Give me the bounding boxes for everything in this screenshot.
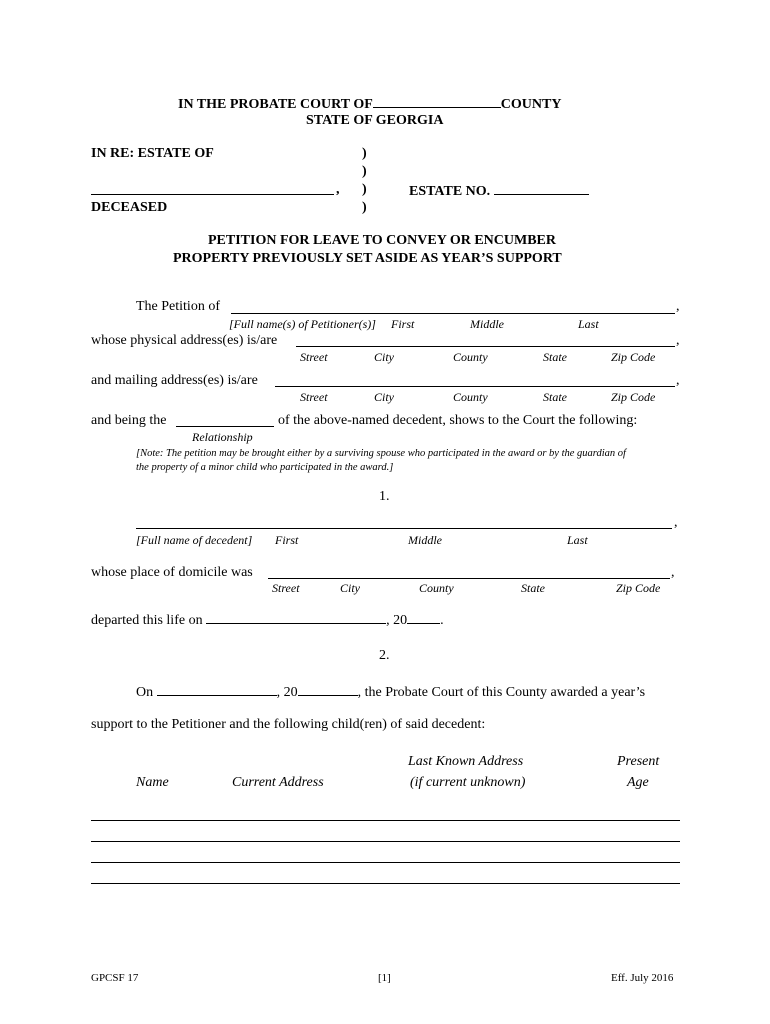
deceased-label: DECEASED xyxy=(91,200,168,215)
award-year-prefix: , 20 xyxy=(276,685,298,700)
petition-title-line2: PROPERTY PREVIOUSLY SET ASIDE AS YEAR’S SUPPORT xyxy=(173,251,562,266)
comma-2: , xyxy=(676,333,680,348)
mailing-state-label: State xyxy=(543,390,567,404)
domicile-field[interactable] xyxy=(268,578,670,579)
domicile-city-label: City xyxy=(340,581,360,595)
caption-paren-2: ) xyxy=(362,164,367,179)
mailing-county-label: County xyxy=(453,390,488,404)
section-1-number: 1. xyxy=(379,489,390,504)
relationship-label: Relationship xyxy=(192,430,253,444)
court-prefix: IN THE PROBATE COURT OF xyxy=(178,97,373,112)
comma-4: , xyxy=(674,515,678,530)
court-heading xyxy=(178,95,561,113)
domicile-street-label: Street xyxy=(272,581,300,595)
award-date-field[interactable] xyxy=(157,683,277,696)
decedent-middle-label: Middle xyxy=(408,533,442,547)
estate-no-text: ESTATE NO. xyxy=(409,184,491,199)
decedent-name-label: [Full name of decedent] xyxy=(136,533,253,547)
state-heading: STATE OF GEORGIA xyxy=(306,113,444,128)
domicile-state-label: State xyxy=(521,581,545,595)
award-date-line xyxy=(136,683,645,701)
child-row-2[interactable] xyxy=(91,841,680,842)
shows-to-court-text: of the above-named decedent, shows to the Court the following: xyxy=(278,413,638,428)
estate-no-field[interactable] xyxy=(494,182,589,195)
physical-county-label: County xyxy=(453,350,488,364)
header-present-2: Age xyxy=(627,775,649,790)
death-year-prefix: , 20 xyxy=(386,613,408,628)
death-period: . xyxy=(440,613,444,628)
section-2-number: 2. xyxy=(379,648,390,663)
comma-3: , xyxy=(676,373,680,388)
being-the-label: and being the xyxy=(91,413,167,428)
support-text: support to the Petitioner and the following child(ren) of said decedent: xyxy=(91,717,486,732)
physical-city-label: City xyxy=(374,350,394,364)
in-re-label: IN RE: ESTATE OF xyxy=(91,146,214,161)
petition-of-label: The Petition of xyxy=(136,299,220,314)
decedent-full-name-field[interactable] xyxy=(136,528,672,529)
header-last-known-2: (if current unknown) xyxy=(410,775,526,790)
mailing-zip-label: Zip Code xyxy=(611,390,656,404)
header-name: Name xyxy=(136,775,169,790)
death-year-field[interactable] xyxy=(407,611,440,624)
header-present-1: Present xyxy=(617,754,660,769)
awarded-text: , the Probate Court of this County awarded a year’s xyxy=(357,685,646,700)
domicile-label: whose place of domicile was xyxy=(91,565,253,580)
petitioner-first-label: First xyxy=(391,317,415,331)
decedent-last-label: Last xyxy=(567,533,588,547)
header-last-known-1: Last Known Address xyxy=(408,754,524,769)
decedent-name-field[interactable] xyxy=(91,194,334,195)
child-row-1[interactable] xyxy=(91,820,680,821)
caption-comma: , xyxy=(336,182,340,197)
physical-address-field[interactable] xyxy=(296,346,675,347)
death-date-field[interactable] xyxy=(206,611,386,624)
domicile-county-label: County xyxy=(419,581,454,595)
comma-5: , xyxy=(671,565,675,580)
award-year-field[interactable] xyxy=(298,683,358,696)
decedent-first-label: First xyxy=(275,533,299,547)
form-id: GPCSF 17 xyxy=(91,972,139,984)
mailing-address-label: and mailing address(es) is/are xyxy=(91,373,258,388)
petitioner-middle-label: Middle xyxy=(470,317,504,331)
caption-paren-3: ) xyxy=(362,182,367,197)
header-current-address: Current Address xyxy=(232,775,324,790)
note-line-2: the property of a minor child who participated in the award.] xyxy=(136,462,394,473)
petitioner-name-field[interactable] xyxy=(231,313,675,314)
mailing-address-field[interactable] xyxy=(275,386,675,387)
estate-no-label xyxy=(409,182,589,200)
petitioner-last-label: Last xyxy=(578,317,599,331)
on-text: On xyxy=(136,685,154,700)
child-row-3[interactable] xyxy=(91,862,680,863)
relationship-field[interactable] xyxy=(176,426,274,427)
petition-title-line1: PETITION FOR LEAVE TO CONVEY OR ENCUMBER xyxy=(208,233,556,248)
petitioner-name-label: [Full name(s) of Petitioner(s)] xyxy=(229,317,376,331)
physical-state-label: State xyxy=(543,350,567,364)
effective-date: Eff. July 2016 xyxy=(611,972,674,984)
physical-street-label: Street xyxy=(300,350,328,364)
physical-address-label: whose physical address(es) is/are xyxy=(91,333,278,348)
comma-1: , xyxy=(676,299,680,314)
physical-zip-label: Zip Code xyxy=(611,350,656,364)
county-name-field[interactable] xyxy=(373,95,501,108)
court-suffix: COUNTY xyxy=(500,97,562,112)
mailing-street-label: Street xyxy=(300,390,328,404)
domicile-zip-label: Zip Code xyxy=(616,581,661,595)
mailing-city-label: City xyxy=(374,390,394,404)
caption-paren-1: ) xyxy=(362,146,367,161)
caption-paren-4: ) xyxy=(362,200,367,215)
departed-label xyxy=(91,611,444,629)
departed-text: departed this life on xyxy=(91,613,203,628)
note-line-1: [Note: The petition may be brought either by a surviving spouse who participated in the award or by the guardian of xyxy=(136,448,626,459)
page-number: [1] xyxy=(378,972,391,984)
child-row-4[interactable] xyxy=(91,883,680,884)
